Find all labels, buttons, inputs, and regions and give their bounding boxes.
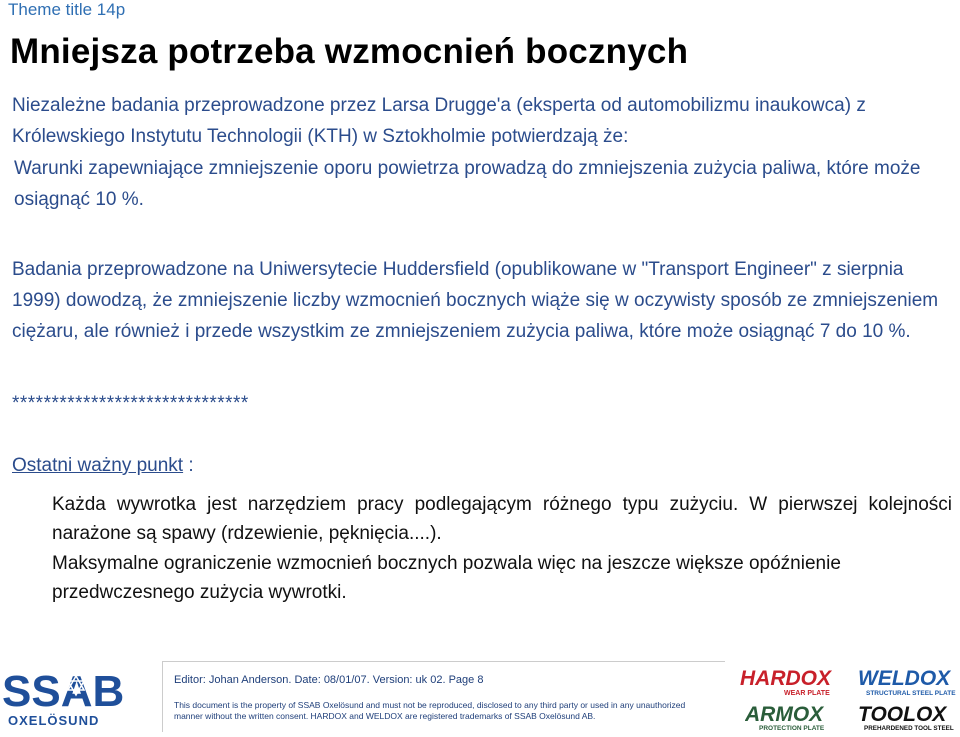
paragraph-air-resistance: Warunki zapewniające zmniejszenie oporu powietrza prowadzą do zmniejszenia zużycia paliwa, które może osiągnąć 10 %. [14, 158, 921, 210]
armox-logo [745, 702, 841, 737]
paragraph-reinforcement: Maksymalne ograniczenie wzmocnień bocznych pozwala więc na jeszcze większe opóźnienie przedwczesnego zużycia wywrotki. [52, 553, 841, 603]
separator-stars: ****************************** [12, 393, 249, 414]
hardox-logo [740, 665, 844, 702]
toolox-logo-sub: PREHARDENED TOOL STEEL [864, 725, 954, 732]
toolox-logo [858, 702, 960, 737]
paragraph-wear: Każda wywrotka jest narzędziem pracy podlegającym różnego typu zużyciu. W pierwszej kolejności narażone są spawy (rdzewienie, pęknięcia....). [52, 494, 952, 544]
paragraph-huddersfield: Badania przeprowadzone na Uniwersytecie Huddersfield (opublikowane w "Transport Engineer" z sierpnia 1999) dowodzą, że zmniejszenie liczby wzmocnień bocznych wiąże się w oczywisty sposób ze zmniejszeniem ciężaru, ale również i przede wszystkim ze zmniejszeniem zużycia paliwa, które może osiągnąć 7 do 10 %. [12, 259, 939, 342]
hardox-logo-sub: WEAR PLATE [784, 690, 830, 697]
weldox-logo-text: WELDOX [858, 667, 951, 690]
armox-logo-text: ARMOX [745, 703, 824, 726]
weldox-logo-sub: STRUCTURAL STEEL PLATE [866, 690, 956, 697]
page-title: Mniejsza potrzeba wzmocnień bocznych [10, 32, 689, 71]
weldox-logo [858, 665, 960, 702]
footer-legal: This document is the property of SSAB Oxelösund and must not be reproduced, disclosed to any third party or used in any unauthorized manner without the written consent. HARDOX and WELDOX are registered trademarks of SSAB Oxelösund AB. [174, 700, 686, 721]
last-point-heading [12, 455, 194, 477]
ssab-logo-text: SSAB [2, 667, 125, 716]
last-point-colon: : [183, 455, 194, 476]
last-point-label: Ostatni ważny punkt [12, 455, 184, 476]
ssab-logo-sub: OXELÖSUND [8, 713, 100, 728]
theme-title: Theme title 14p [8, 0, 126, 19]
paragraph-intro: Niezależne badania przeprowadzone przez Larsa Drugge'a (eksperta od automobilizmu inaukowca) z Królewskiego Instytutu Technologii (KTH) w Sztokholmie potwierdzają że: [12, 95, 866, 147]
hardox-logo-text: HARDOX [740, 667, 832, 690]
ssab-logo [0, 664, 140, 733]
toolox-logo-text: TOOLOX [858, 703, 947, 726]
footer-editor: Editor: Johan Anderson. Date: 08/01/07. Version: uk 02. Page 8 [174, 674, 484, 686]
armox-logo-sub: PROTECTION PLATE [759, 725, 825, 732]
